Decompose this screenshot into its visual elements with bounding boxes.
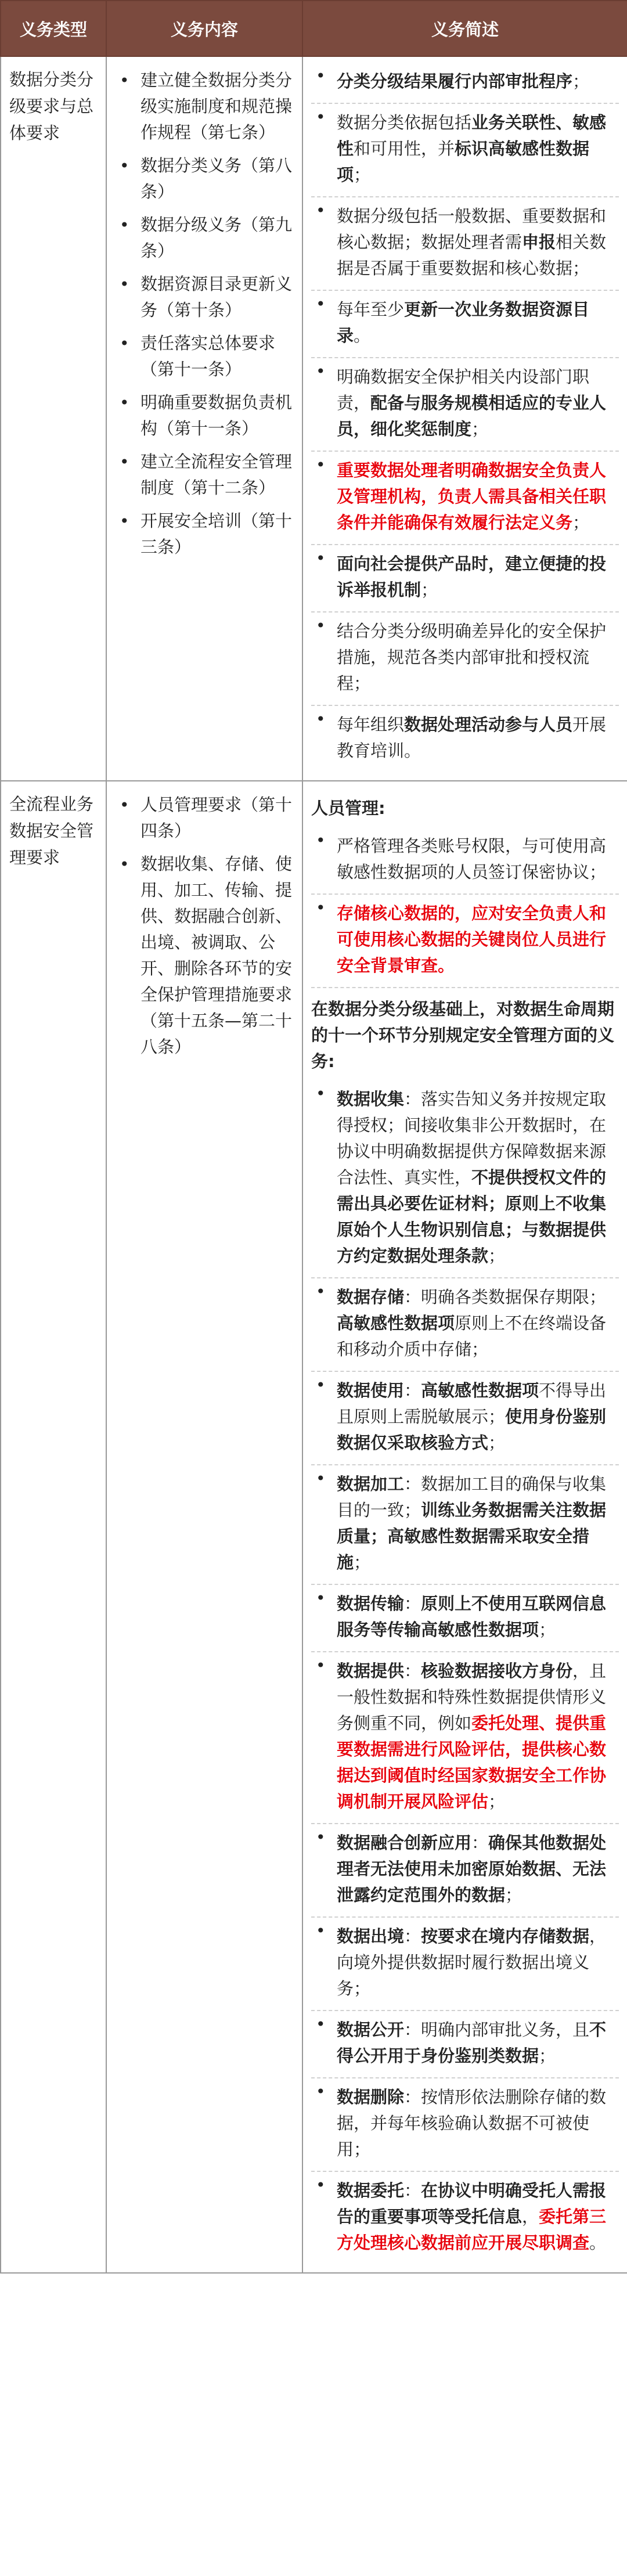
summary-item: • 数据公开：明确内部审批义务，且不得公开用于身份鉴别类数据； <box>311 2011 619 2078</box>
table-header-row <box>1 1 627 56</box>
lifecycle-heading: 在数据分类分级基础上，对数据生命周期的十一个环节分别规定安全管理方面的义务: <box>311 987 619 1080</box>
summary-item: • 数据收集：落实告知义务并按规定取得授权；间接收集非公开数据时，在协议中明确数据提供方保障数据来源合法性、真实性，不提供授权文件的需出具必要佐证材料；原则上不收集原始个人生物识别信息；与数据提供方约定数据处理条款； <box>311 1080 619 1278</box>
list-item: • 数据收集、存储、使用、加工、传输、提供、数据融合创新、出境、被调取、公开、删除各环节的安全保护管理措施要求（第十五条—第二十八条） <box>115 851 294 1060</box>
list-item: • 建立健全数据分类分级实施制度和规范操作规程（第七条） <box>115 67 294 146</box>
list-item: • 数据资源目录更新义务（第十条） <box>115 271 294 323</box>
summary-item: • 数据分级包括一般数据、重要数据和核心数据；数据处理者需申报相关数据是否属于重要数据和核心数据； <box>311 197 619 291</box>
summary-item: • 严格管理各类账号权限，与可使用高敏感性数据项的人员签订保密协议； <box>311 827 619 895</box>
list-item: • 责任落实总体要求（第十一条） <box>115 330 294 383</box>
summary-item: • 每年至少更新一次业务数据资源目录。 <box>311 291 619 358</box>
summary-item: • 数据融合创新应用：确保其他数据处理者无法使用未加密原始数据、无法泄露约定范围外的数据； <box>311 1824 619 1918</box>
list-item: • 人员管理要求（第十四条） <box>115 792 294 844</box>
list-item: • 明确重要数据负责机构（第十一条） <box>115 390 294 442</box>
list-item: • 建立全流程安全管理制度（第十二条） <box>115 449 294 501</box>
summary-item: • 结合分类分级明确差异化的安全保护措施，规范各类内部审批和授权流程； <box>311 613 619 706</box>
summary-item: • 明确数据安全保护相关内设部门职责，配备与服务规模相适应的专业人员，细化奖惩制度； <box>311 358 619 452</box>
summary-item: • 数据删除：按情形依法删除存储的数据，并每年核验确认数据不可被使用； <box>311 2078 619 2172</box>
summary-item: • 重要数据处理者明确数据安全负责人及管理机构，负责人需具备相关任职条件并能确保有效履行法定义务； <box>311 452 619 545</box>
summary-item: • 数据使用：高敏感性数据项不得导出且原则上需脱敏展示；使用身份鉴别数据仅采取核验方式； <box>311 1372 619 1465</box>
summary-item: • 数据出境：按要求在境内存储数据，向境外提供数据时履行数据出境义务； <box>311 1918 619 2011</box>
header-obligation-summary: 义务简述 <box>302 1 627 56</box>
obligation-type-cell: 数据分类分级要求与总体要求 <box>1 56 106 781</box>
obligation-summary-cell <box>302 781 627 2273</box>
obligation-summary-cell <box>302 56 627 781</box>
summary-item: • 数据存储：明确各类数据保存期限；高敏感性数据项原则上不在终端设备和移动介质中存储； <box>311 1278 619 1372</box>
summary-item: • 数据提供：核验数据接收方身份，且一般性数据和特殊性数据提供情形义务侧重不同，例如委托处理、提供重要数据需进行风险评估，提供核心数据达到阈值时经国家数据安全工作协调机制开展风险评估； <box>311 1652 619 1824</box>
personnel-heading: 人员管理: <box>311 798 385 818</box>
header-obligation-content: 义务内容 <box>106 1 302 56</box>
obligation-content-cell <box>106 781 302 2273</box>
summary-item: • 分类分级结果履行内部审批程序； <box>311 63 619 104</box>
list-item: • 开展安全培训（第十三条） <box>115 508 294 560</box>
summary-item: • 数据加工：数据加工目的确保与收集目的一致；训练业务数据需关注数据质量；高敏感性数据需采取安全措施； <box>311 1465 619 1585</box>
list-item: • 数据分级义务（第九条） <box>115 212 294 264</box>
obligation-type-cell: 全流程业务数据安全管理要求 <box>1 781 106 2273</box>
summary-item: • 数据委托：在协议中明确受托人需报告的重要事项等受托信息，委托第三方处理核心数据前应开展尽职调查。 <box>311 2172 619 2264</box>
list-item: • 数据分类义务（第八条） <box>115 153 294 205</box>
summary-item: • 存储核心数据的，应对安全负责人和可使用核心数据的关键岗位人员进行安全背景审查。 <box>311 895 619 987</box>
table-row <box>1 56 627 781</box>
header-obligation-type: 义务类型 <box>1 1 106 56</box>
summary-item: • 每年组织数据处理活动参与人员开展教育培训。 <box>311 706 619 772</box>
summary-item: • 面向社会提供产品时，建立便捷的投诉举报机制； <box>311 545 619 613</box>
summary-item: • 数据分类依据包括业务关联性、敏感性和可用性，并标识高敏感性数据项； <box>311 104 619 197</box>
summary-item: • 数据传输：原则上不使用互联网信息服务等传输高敏感性数据项； <box>311 1585 619 1652</box>
table-row <box>1 781 627 2273</box>
obligation-content-cell <box>106 56 302 781</box>
